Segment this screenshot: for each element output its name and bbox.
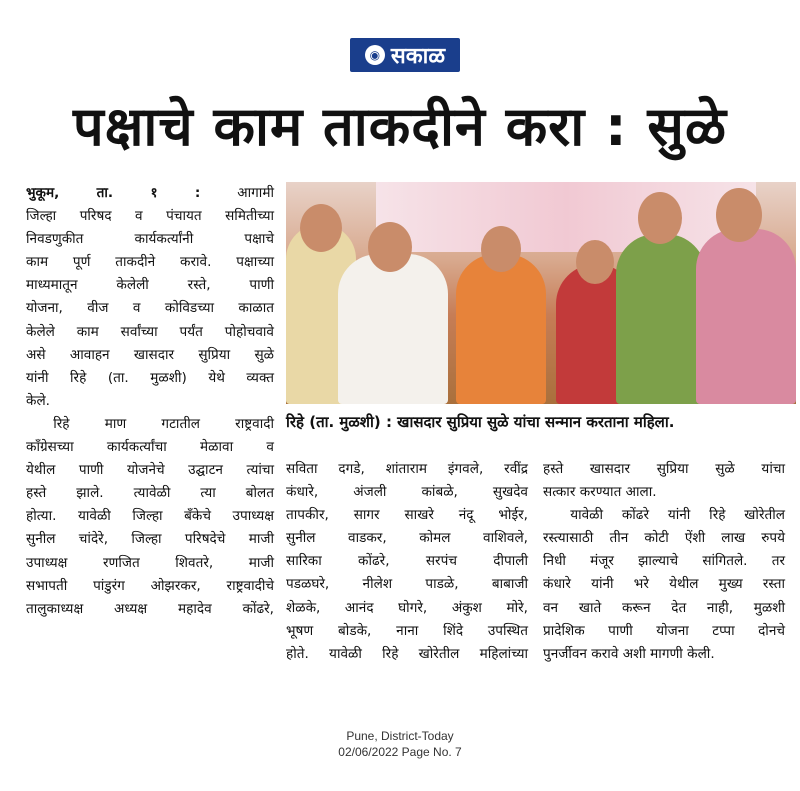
article-line: यांनी रिहे (ता. मुळशी) येथे व्यक्त: [26, 369, 274, 386]
article-line: रस्त्यासाठी तीन कोटी ऐंशी लाख रुपये: [543, 530, 785, 547]
article-line: होते. यावेळी रिहे खोरेतील महिलांच्या: [286, 645, 528, 662]
article-line: निधी मंजूर झाल्याचे सांगितले. तर: [543, 553, 785, 570]
article-line: सुनील वाडकर, कोमल वाशिवले,: [286, 530, 528, 547]
article-line: रिहे माण गटातील राष्ट्रवादी: [53, 415, 274, 432]
article-line: प्रादेशिक पाणी योजना टप्पा दोनचे: [543, 622, 785, 639]
photo-face: [481, 226, 521, 272]
article-line: केलेले काम सर्वांच्या पर्यंत पोहोचवावे: [26, 323, 274, 340]
article-line: वन खाते करून देत नाही, मुळशी: [543, 599, 785, 616]
article-line: हस्ते खासदार सुप्रिया सुळे यांचा: [543, 461, 785, 477]
headline: पक्षाचे काम ताकदीने करा : सुळे: [73, 95, 727, 158]
article-line: यावेळी कोंढरे यांनी रिहे खोरेतील: [570, 507, 785, 524]
photo-person: [696, 229, 796, 404]
article-line: माध्यमातून केलेली रस्ते, पाणी: [26, 277, 274, 294]
photo-caption: रिहे (ता. मुळशी) : खासदार सुप्रिया सुळे यांचा सन्मान करताना महिला.: [286, 413, 675, 431]
date-page-label: 02/06/2022 Page No. 7: [338, 745, 462, 759]
photo-person: [338, 254, 448, 404]
photo-face: [368, 222, 412, 272]
photo-face: [716, 188, 762, 242]
article-line: हस्ते झाले. त्यावेळी त्या बोलत: [26, 485, 274, 502]
article-line: पडळघरे, नीलेश पाडळे, बाबाजी: [286, 576, 528, 593]
photo-person: [456, 254, 546, 404]
article-line: काम पूर्ण ताकदीने करावे. पक्षाच्या: [26, 254, 274, 271]
article-line: तापकीर, सागर साखरे नंदू भोईर,: [286, 507, 528, 524]
photo-face: [300, 204, 342, 252]
article-line: योजना, वीज व कोविडच्या काळात: [26, 300, 274, 317]
dateline: भुकूम, ता. १ :: [26, 185, 201, 201]
article-line: कंधारे यांनी भरे येथील मुख्य रस्ता: [543, 576, 785, 593]
article-line: पुनर्जीवन करावे अशी मागणी केली.: [543, 645, 715, 662]
article-line: केले.: [26, 392, 50, 409]
article-line: उपाध्यक्ष रणजित शिवतरे, माजी: [26, 554, 274, 571]
article-column-1: [26, 182, 274, 621]
article-line: तालुकाध्यक्ष अध्यक्ष महादेव कोंढरे,: [26, 600, 274, 617]
news-photo: [286, 182, 796, 404]
logo-text: सकाळ: [390, 44, 446, 69]
article-line: निवडणुकीत कार्यकर्त्यांनी पक्षाचे: [26, 231, 274, 248]
article-line: होत्या. यावेळी जिल्हा बँकेचे उपाध्यक्ष: [26, 508, 274, 525]
article-line: सत्कार करण्यात आला.: [543, 484, 657, 501]
edition-label: Pune, District-Today: [346, 729, 454, 743]
newspaper-logo: [350, 38, 460, 72]
article-line: सविता दगडे, शांताराम इंगवले, रवींद्र: [286, 461, 528, 477]
logo-emblem-icon: ◉: [365, 45, 385, 65]
page-footer: [0, 728, 800, 760]
article-line: सारिका कोंढरे, सरपंच दीपाली: [286, 553, 528, 570]
article-line: सभापती पांडुरंग ओझरकर, राष्ट्रवादीचे: [26, 577, 274, 594]
photo-face: [576, 240, 614, 284]
article-line: भूषण बोडके, नाना शिंदे उपस्थित: [286, 622, 528, 639]
article-line: काँग्रेसच्या कार्यकर्त्यांचा मेळावा व: [26, 439, 274, 456]
article-column-3: [543, 458, 785, 666]
article-column-2: [286, 458, 528, 666]
photo-person: [616, 234, 706, 404]
article-line: शेळके, आनंद घोगरे, अंकुश मोरे,: [286, 599, 528, 616]
photo-face: [638, 192, 682, 244]
article-line: सुनील चांदेरे, जिल्हा परिषदेचे माजी: [26, 531, 274, 548]
article-line: भुकूम, ता. १ : आगामी: [26, 185, 274, 201]
article-line: येथील पाणी योजनेचे उद्घाटन त्यांचा: [26, 462, 274, 479]
article-line: असे आवाहन खासदार सुप्रिया सुळे: [26, 346, 274, 363]
article-line: कंधारे, अंजली कांबळे, सुखदेव: [286, 484, 528, 501]
photo-banner: [376, 182, 756, 252]
article-line: जिल्हा परिषद व पंचायत समितीच्या: [26, 208, 274, 225]
